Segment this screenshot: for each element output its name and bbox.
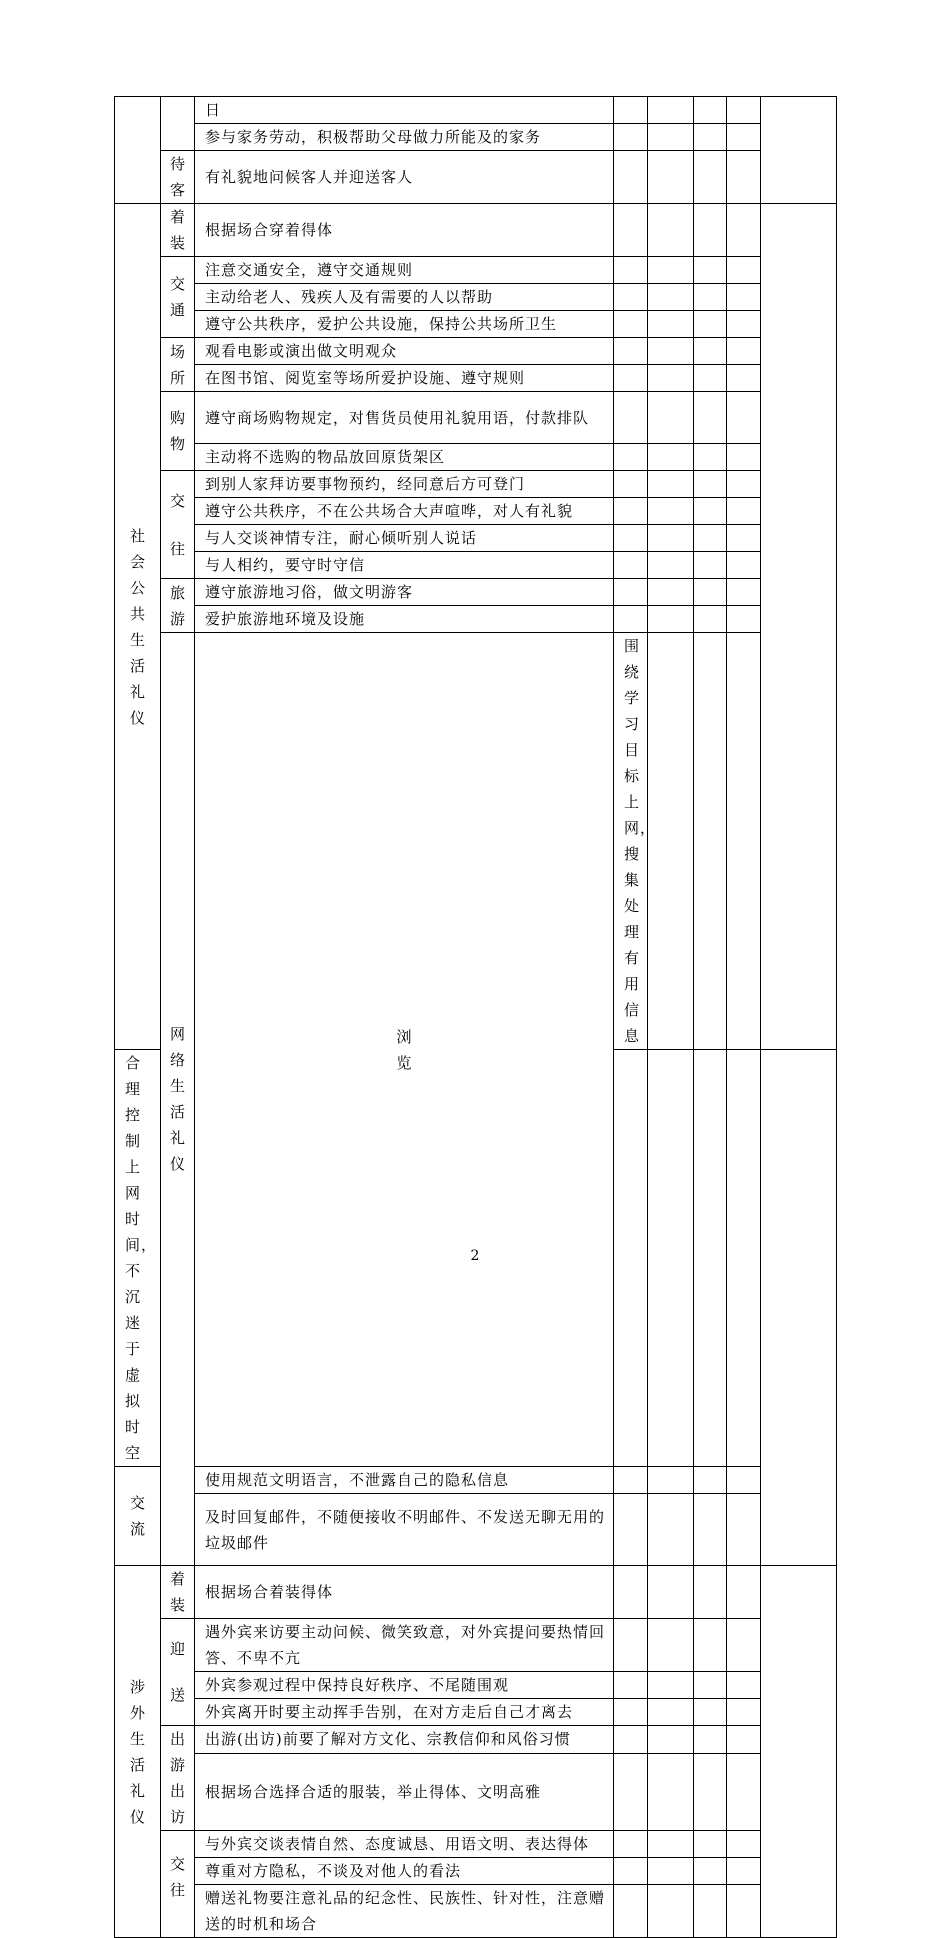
table-row — [115, 498, 837, 525]
rating-box — [694, 1619, 727, 1672]
table-row — [115, 338, 837, 365]
item-text: 遇外宾来访要主动问候、微笑致意，对外宾提问要热情回答、不卑不亢 — [195, 1619, 614, 1672]
category-cell-family — [115, 97, 161, 204]
table-row — [115, 1753, 837, 1830]
rating-box — [614, 1885, 648, 1938]
rating-box — [727, 1885, 761, 1938]
table-row — [115, 311, 837, 338]
item-text: 根据场合着装得体 — [195, 1566, 614, 1619]
subcategory-cell-blank — [161, 97, 195, 151]
item-text: 遵守商场购物规定，对售货员使用礼貌用语，付款排队 — [195, 392, 614, 444]
rating-box — [614, 1726, 648, 1754]
rating-box — [648, 552, 694, 579]
rating-box — [694, 311, 727, 338]
rating-box — [614, 257, 648, 284]
table-row — [115, 552, 837, 579]
rating-box — [694, 1831, 727, 1858]
rating-box — [648, 365, 694, 392]
rating-box — [727, 606, 761, 633]
item-text: 根据场合选择合适的服装，举止得体、文明高雅 — [195, 1753, 614, 1830]
category-network-life: 网络生活礼仪 — [161, 633, 195, 1566]
subcategory-venue: 场所 — [161, 338, 195, 392]
rating-box — [694, 525, 727, 552]
rating-box — [614, 97, 648, 124]
item-text: 参与家务劳动，积极帮助父母做力所能及的家务 — [195, 124, 614, 151]
rating-box — [648, 1858, 694, 1885]
rating-box — [614, 1831, 648, 1858]
table-row — [115, 471, 837, 498]
rating-box — [727, 552, 761, 579]
item-text: 主动给老人、残疾人及有需要的人以帮助 — [195, 284, 614, 311]
item-text: 合理控制上网时间，不沉迷于虚拟时空 — [115, 1050, 161, 1467]
rating-box — [727, 1753, 761, 1830]
rating-box — [614, 1672, 648, 1699]
rating-box — [614, 1619, 648, 1672]
item-text: 出游(出访)前要了解对方文化、宗教信仰和风俗习惯 — [195, 1726, 614, 1754]
rating-box — [694, 257, 727, 284]
rating-box — [648, 525, 694, 552]
subcategory-social: 交往 — [161, 471, 195, 579]
rating-box — [614, 392, 648, 444]
table-row — [115, 1726, 837, 1754]
rating-box — [614, 1753, 648, 1830]
rating-box — [614, 1699, 648, 1726]
rating-box — [727, 1699, 761, 1726]
rating-box — [727, 1672, 761, 1699]
rating-box — [727, 284, 761, 311]
rating-box — [648, 1753, 694, 1830]
rating-box — [648, 1494, 694, 1566]
remark-cell — [761, 204, 837, 1050]
rating-box — [727, 444, 761, 471]
rating-box — [694, 204, 727, 257]
rating-box — [648, 579, 694, 606]
table-row — [115, 1672, 837, 1699]
rating-box — [614, 498, 648, 525]
item-text: 外宾参观过程中保持良好秩序、不尾随围观 — [195, 1672, 614, 1699]
rating-box — [727, 471, 761, 498]
category-public-life: 社会公共生活礼仪 — [115, 204, 161, 1050]
item-text: 与人交谈神情专注，耐心倾听别人说话 — [195, 525, 614, 552]
table-row — [115, 365, 837, 392]
rating-box — [648, 204, 694, 257]
rating-box — [727, 365, 761, 392]
category-foreign-life: 涉外生活礼仪 — [115, 1566, 161, 1938]
rating-box — [614, 1494, 648, 1566]
table-row — [115, 284, 837, 311]
item-text: 到别人家拜访要事物预约，经同意后方可登门 — [195, 471, 614, 498]
etiquette-table — [114, 96, 837, 1938]
table-row — [115, 633, 837, 1050]
rating-box — [614, 338, 648, 365]
rating-box — [648, 633, 694, 1050]
subcategory-welcome: 迎送 — [161, 1619, 195, 1726]
rating-box — [648, 1726, 694, 1754]
rating-box — [727, 97, 761, 124]
item-text: 根据场合穿着得体 — [195, 204, 614, 257]
item-text: 与人相约，要守时守信 — [195, 552, 614, 579]
item-text: 赠送礼物要注意礼品的纪念性、民族性、针对性，注意赠送的时机和场合 — [195, 1885, 614, 1938]
item-text: 观看电影或演出做文明观众 — [195, 338, 614, 365]
rating-box — [614, 311, 648, 338]
item-text: 及时回复邮件，不随便接收不明邮件、不发送无聊无用的垃圾邮件 — [195, 1494, 614, 1566]
rating-box — [727, 151, 761, 204]
rating-box — [694, 1699, 727, 1726]
item-text: 遵守公共秩序，不在公共场合大声喧哗，对人有礼貌 — [195, 498, 614, 525]
subcategory-outing: 出游出访 — [161, 1726, 195, 1831]
subcategory-browse: 浏览 — [195, 633, 614, 1467]
rating-box — [727, 1494, 761, 1566]
rating-box — [614, 444, 648, 471]
rating-box — [614, 1566, 648, 1619]
rating-box — [727, 257, 761, 284]
rating-box — [694, 151, 727, 204]
subcategory-exchange: 交流 — [115, 1467, 161, 1566]
rating-box — [648, 97, 694, 124]
table-row — [115, 1566, 837, 1619]
remark-cell — [761, 1566, 837, 1938]
rating-box — [614, 124, 648, 151]
item-text: 与外宾交谈表情自然、态度诚恳、用语文明、表达得体 — [195, 1831, 614, 1858]
item-text: 遵守公共秩序，爱护公共设施，保持公共场所卫生 — [195, 311, 614, 338]
table-row — [115, 1885, 837, 1938]
table-row — [115, 257, 837, 284]
rating-box — [648, 1831, 694, 1858]
rating-box — [614, 552, 648, 579]
item-text: 围绕学习目标上网，搜集处理有用信息 — [614, 633, 648, 1050]
rating-box — [694, 1672, 727, 1699]
table-row — [115, 124, 837, 151]
rating-box — [694, 365, 727, 392]
rating-box — [614, 365, 648, 392]
rating-box — [614, 606, 648, 633]
rating-box — [727, 204, 761, 257]
subcategory-shopping: 购物 — [161, 392, 195, 471]
rating-box — [694, 1566, 727, 1619]
rating-box — [648, 444, 694, 471]
rating-box — [727, 1726, 761, 1754]
rating-box — [727, 124, 761, 151]
table-row — [115, 392, 837, 444]
rating-box — [727, 1858, 761, 1885]
rating-box — [648, 311, 694, 338]
rating-box — [648, 498, 694, 525]
rating-box — [727, 338, 761, 365]
rating-box — [648, 1566, 694, 1619]
rating-box — [614, 284, 648, 311]
rating-box — [727, 1566, 761, 1619]
rating-box — [694, 392, 727, 444]
rating-box — [727, 1619, 761, 1672]
rating-box — [694, 124, 727, 151]
subcategory-social: 交往 — [161, 1831, 195, 1938]
rating-box — [727, 1467, 761, 1494]
rating-box — [648, 124, 694, 151]
page-number: 2 — [470, 1248, 480, 1264]
rating-box — [694, 338, 727, 365]
table-row — [115, 97, 837, 124]
rating-box — [614, 471, 648, 498]
item-text: 日 — [195, 97, 614, 124]
rating-box — [648, 338, 694, 365]
rating-box — [648, 392, 694, 444]
rating-box — [648, 257, 694, 284]
item-text: 外宾离开时要主动挥手告别，在对方走后自己才离去 — [195, 1699, 614, 1726]
rating-box — [614, 525, 648, 552]
subcategory-hospitality: 待客 — [161, 151, 195, 204]
item-text: 注意交通安全，遵守交通规则 — [195, 257, 614, 284]
table-row — [115, 444, 837, 471]
rating-box — [694, 633, 727, 1050]
rating-box — [694, 284, 727, 311]
rating-box — [614, 1858, 648, 1885]
rating-box — [727, 311, 761, 338]
rating-box — [614, 151, 648, 204]
table-row — [115, 1467, 837, 1494]
item-text: 主动将不选购的物品放回原货架区 — [195, 444, 614, 471]
rating-box — [727, 392, 761, 444]
rating-box — [614, 204, 648, 257]
rating-box — [694, 444, 727, 471]
rating-box — [694, 1885, 727, 1938]
item-text: 在图书馆、阅览室等场所爱护设施、遵守规则 — [195, 365, 614, 392]
rating-box — [694, 97, 727, 124]
item-text: 使用规范文明语言，不泄露自己的隐私信息 — [195, 1467, 614, 1494]
rating-box — [614, 579, 648, 606]
rating-box — [648, 471, 694, 498]
table-row — [115, 151, 837, 204]
rating-box — [727, 525, 761, 552]
subcategory-travel: 旅游 — [161, 579, 195, 633]
rating-box — [694, 552, 727, 579]
rating-box — [648, 1467, 694, 1494]
rating-box — [648, 606, 694, 633]
rating-box — [727, 1831, 761, 1858]
rating-box — [614, 1467, 648, 1494]
table-row — [115, 606, 837, 633]
rating-box — [694, 471, 727, 498]
table-row — [115, 1831, 837, 1858]
rating-box — [648, 1672, 694, 1699]
rating-box — [694, 498, 727, 525]
table-row — [115, 525, 837, 552]
rating-box — [727, 498, 761, 525]
rating-box — [694, 1726, 727, 1754]
subcategory-traffic: 交通 — [161, 257, 195, 338]
remark-cell — [761, 97, 837, 204]
rating-box — [694, 1753, 727, 1830]
rating-box — [694, 579, 727, 606]
rating-box — [727, 579, 761, 606]
rating-box — [727, 633, 761, 1050]
table-row — [115, 204, 837, 257]
rating-box — [648, 1885, 694, 1938]
item-text: 尊重对方隐私，不谈及对他人的看法 — [195, 1858, 614, 1885]
rating-box — [694, 1494, 727, 1566]
table-row — [115, 1699, 837, 1726]
rating-box — [648, 1619, 694, 1672]
rating-box — [694, 606, 727, 633]
table-row — [115, 1494, 837, 1566]
rating-box — [648, 284, 694, 311]
rating-box — [694, 1858, 727, 1885]
rating-box — [648, 151, 694, 204]
item-text: 遵守旅游地习俗，做文明游客 — [195, 579, 614, 606]
table-row — [115, 1858, 837, 1885]
rating-box — [694, 1467, 727, 1494]
item-text: 爱护旅游地环境及设施 — [195, 606, 614, 633]
table-row — [115, 1619, 837, 1672]
subcategory-dress: 着装 — [161, 204, 195, 257]
table-row — [115, 579, 837, 606]
rating-box — [648, 1699, 694, 1726]
subcategory-dress: 着装 — [161, 1566, 195, 1619]
item-text: 有礼貌地问候客人并迎送客人 — [195, 151, 614, 204]
